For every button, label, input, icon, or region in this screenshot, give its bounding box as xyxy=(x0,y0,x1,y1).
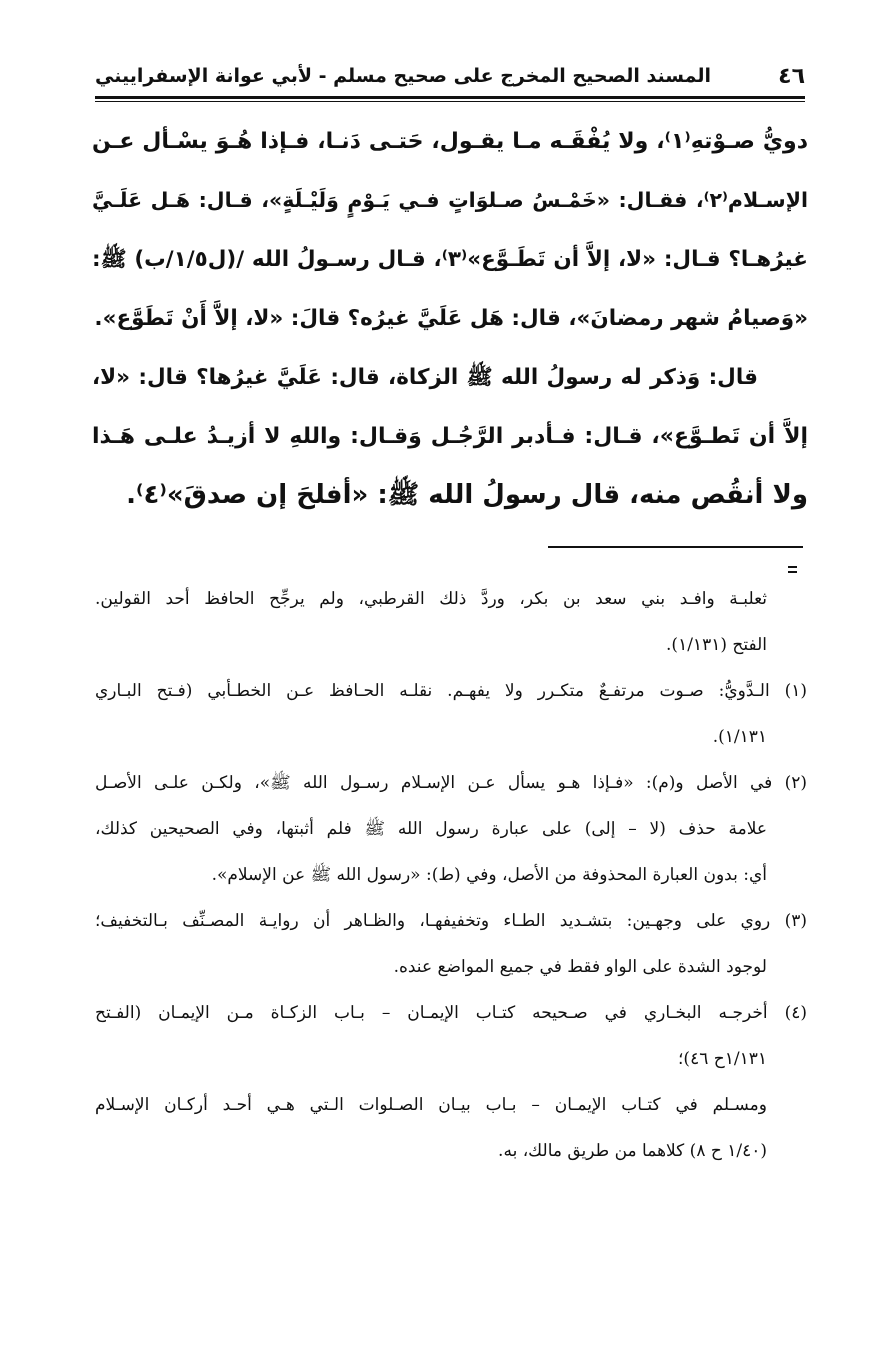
footnotes xyxy=(95,576,807,1174)
continuation-mark xyxy=(788,566,797,568)
footnote-line: (٣) روي على وجهـين: بتشـديد الطـاء وتخفيفهـا، والظـاهر أن روايـة المصـنِّف بـالتخفيف؛ xyxy=(95,911,807,931)
main-line: غيرُهـا؟ قـال: «لا، إلاَّ أن تَطَـوَّع»⁽٣⁾، قـال رسـولُ الله /(ل١/٥/ب) ﷺ: xyxy=(92,247,808,272)
main-text xyxy=(92,112,808,525)
main-line: قال: وَذكر له رسولُ الله ﷺ الزكاة، قال: عَلَيَّ غيرُها؟ قال: «لا، xyxy=(92,365,758,390)
main-line: الإسـلام⁽٢⁾، فقـال: «خَمْـسُ صـلوَاتٍ فـي يَـوْمٍ وَلَيْـلَةٍ»، قـال: هَـل عَلَـيَّ xyxy=(92,188,808,212)
footnote-line: لوجود الشدة على الواو فقط في جميع المواضع عنده. xyxy=(393,957,767,977)
page-number: ٤٦ xyxy=(778,63,805,89)
main-line: «وَصيامُ شهر رمضانَ»، قال: هَل عَلَيَّ غيرُه؟ قالَ: «لا، إلاَّ أَنْ تَطَوَّع». xyxy=(94,306,808,331)
main-line: ولا أنقُص منه، قال رسولُ الله ﷺ: «أفلحَ إن صدقَ»⁽٤⁾. xyxy=(126,480,808,510)
footnote-line: الفتح (١/١٣١). xyxy=(666,635,767,655)
continuation-mark xyxy=(788,571,797,573)
header-rule-thick xyxy=(95,96,805,99)
main-line: إلاَّ أن تَطـوَّع»، قـال: فـأدبر الرَّجُـل وَقـال: واللهِ لا أزيـدُ علـى هَـذا xyxy=(92,424,808,449)
footnote-line: ثعلبـة وافـد بني سعد بن بكر، وردَّ ذلك القرطبي، ولم يرجِّح الحافظ أحد القولين. xyxy=(95,589,767,609)
footnote-line: ومسـلم في كتـاب الإيمـان – بـاب بيـان الصـلوات الـتي هـي أحـد أركـان الإسـلام xyxy=(95,1095,767,1115)
footnote-line: أي: بدون العبارة المحذوفة من الأصل، وفي (ط): «رسول الله ﷺ عن الإسلام». xyxy=(211,865,767,885)
footnote-line: ١/١٣١ح ٤٦)؛ xyxy=(678,1049,767,1069)
footnote-line: (٤) أخرجـه البخـاري في صـحيحه كتـاب الإيمـان – بـاب الزكـاة مـن الإيمـان (الفـتح xyxy=(95,1003,807,1023)
main-line: دويُّ صـوْتهِ⁽١⁾، ولا يُفْقَـه مـا يقـول، حَتـى دَنـا، فـإذا هُـوَ يسْـأل عـن xyxy=(92,129,808,154)
page-header xyxy=(95,58,805,94)
header-rule-thin xyxy=(95,101,805,102)
footnote-line: (١) الـدَّويُّ: صـوت مرتفـعٌ متكـرر ولا يفهـم. نقلـه الحـافظ عـن الخطـأبي (فـتح البـاري xyxy=(95,681,807,701)
footnote-divider xyxy=(548,546,803,548)
footnote-line: علامة حذف (لا – إلى) على عبارة رسول الله ﷺ فلم أثبتها، وفي الصحيحين كذلك، xyxy=(95,819,767,839)
running-title: المسند الصحيح المخرج على صحيح مسلم - لأبي عوانة الإسفراييني xyxy=(95,65,711,87)
footnote-line: ١/١٣١). xyxy=(712,727,767,747)
footnote-line: (٢) في الأصل و(م): «فـإذا هـو يسأل عـن الإسـلام رسـول الله ﷺ»، ولكـن علـى الأصـل xyxy=(95,773,807,793)
footnote-line: (١/٤٠ ح ٨) كلاهما من طريق مالك، به. xyxy=(498,1141,767,1161)
